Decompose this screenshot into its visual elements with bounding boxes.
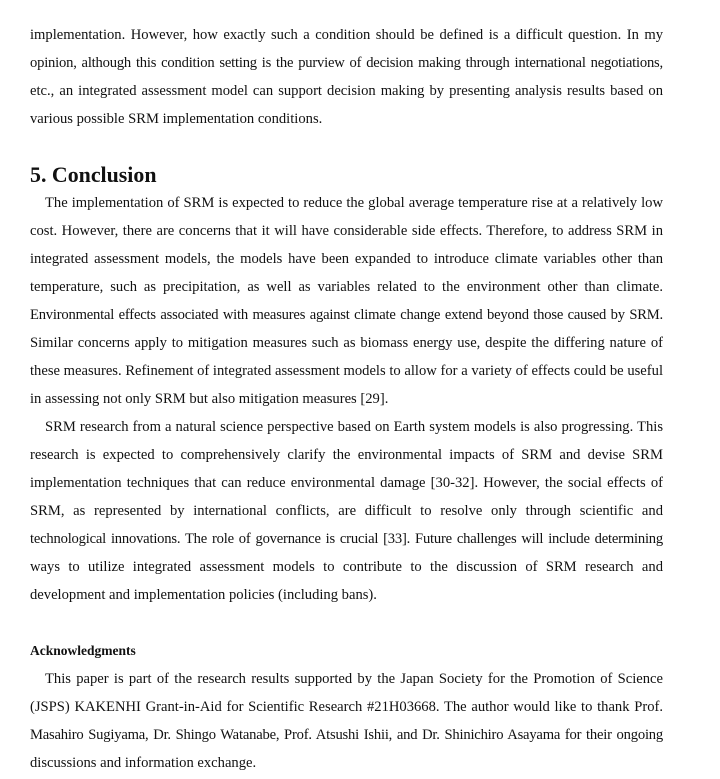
carryover-paragraph <box>30 21 663 133</box>
text-line: SRM, as represented by international conflicts, are difficult to resolve only through scientific and <box>30 503 663 519</box>
text-line: various possible SRM implementation conditions. <box>30 111 323 127</box>
text-line: etc., an integrated assessment model can support decision making by presenting analysis results based on <box>30 83 663 99</box>
text-line: The implementation of SRM is expected to reduce the global average temperature rise at a relatively low <box>45 195 663 211</box>
text-line: Masahiro Sugiyama, Dr. Shingo Watanabe, Prof. Atsushi Ishii, and Dr. Shinichiro Asayama for their ongoing <box>30 727 663 743</box>
acknowledgments-section <box>30 637 663 777</box>
text-line: Similar concerns apply to mitigation measures such as biomass energy use, despite the differing nature of <box>30 335 663 351</box>
text-line: ways to utilize integrated assessment models to contribute to the discussion of SRM research and <box>30 559 663 575</box>
text-line: development and implementation policies (including bans). <box>30 587 377 603</box>
text-line: integrated assessment models, the models have been expanded to introduce climate variables other than <box>30 251 663 267</box>
conclusion-paragraph-2 <box>30 413 663 609</box>
text-line: implementation. However, how exactly such a condition should be defined is a difficult question. In my <box>30 27 663 43</box>
text-line: temperature, such as precipitation, as well as variables related to the environment other than climate. <box>30 279 663 295</box>
text-line: these measures. Refinement of integrated assessment models to allow for a variety of effects could be useful <box>30 363 663 379</box>
document-page <box>30 21 663 777</box>
text-line: Environmental effects associated with measures against climate change extend beyond those caused by SRM. <box>30 307 663 323</box>
text-line: (JSPS) KAKENHI Grant-in-Aid for Scientific Research #21H03668. The author would like to thank Prof. <box>30 699 663 715</box>
text-line: research is expected to comprehensively clarify the environmental impacts of SRM and devise SRM <box>30 447 663 463</box>
spacer <box>30 133 663 161</box>
text-line: implementation techniques that can reduce environmental damage [30-32]. However, the social effects of <box>30 475 663 491</box>
text-line: opinion, although this condition setting is the purview of decision making through international negotiations, <box>30 55 663 71</box>
text-line: technological innovations. The role of governance is crucial [33]. Future challenges will include determining <box>30 531 663 547</box>
acknowledgments-paragraph <box>30 665 663 777</box>
text-line: in assessing not only SRM but also mitigation measures [29]. <box>30 391 389 407</box>
text-line: SRM research from a natural science perspective based on Earth system models is also progressing. This <box>45 419 663 435</box>
text-line: discussions and information exchange. <box>30 755 257 771</box>
conclusion-paragraph-1 <box>30 189 663 413</box>
spacer <box>30 609 663 637</box>
text-line: cost. However, there are concerns that it will have considerable side effects. Therefore, to address SRM in <box>30 223 663 239</box>
text-line: This paper is part of the research results supported by the Japan Society for the Promotion of Science <box>45 671 663 687</box>
conclusion-section <box>30 161 663 609</box>
section-heading: Acknowledgments <box>30 643 136 658</box>
section-heading: 5. Conclusion <box>30 162 157 187</box>
